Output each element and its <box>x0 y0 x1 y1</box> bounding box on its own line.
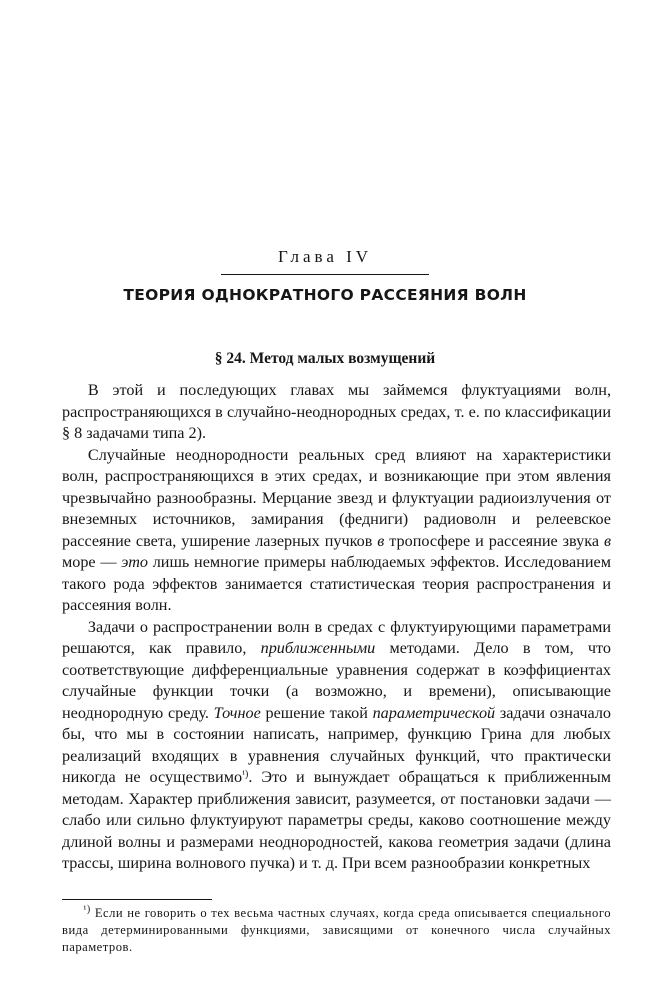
italic-parametric: параметрической <box>372 703 496 722</box>
paragraph-3 <box>62 617 611 875</box>
footnote-reference[interactable]: ¹) <box>242 769 249 780</box>
italic-exact: Точное <box>213 703 261 722</box>
chapter-divider <box>221 274 429 275</box>
paragraph-1-text: В этой и последующих главах мы займемся флуктуациями волн, распространяющихся в случайно-неоднородных средах, т. е. по классификации § 8 задачами типа 2). <box>62 381 611 442</box>
footnote <box>62 905 611 956</box>
paragraph-3-text-d: задачи означало бы, что мы в состоянии написать, например, функцию Грина для любых реализаций входящих в уравнения случайных функций, что практически никогда не осуществимо <box>62 703 612 786</box>
paragraph-1 <box>62 380 611 445</box>
paragraph-2-text-a: Случайные неоднородности реальных сред влияют на характеристики волн, распространяющихся в этих средах, и возникающие при этом явления чрезвычайно разнообразны. Мерцание звезд и флуктуации радиоизлучения от внеземных источников, замирания (федниги) радиоволн и релеевское рассеяние света, уширение лазерных пучков <box>62 445 611 550</box>
footnote-mark: ¹) <box>83 904 91 915</box>
body-text <box>62 380 611 875</box>
section-title: § 24. Метод малых возмущений <box>214 350 436 367</box>
italic-this: это <box>121 553 148 571</box>
paragraph-2 <box>62 445 611 617</box>
italic-in: в <box>377 531 385 550</box>
paragraph-3-text-b: методами. Дело в том, что соответствующие дифференциальные уравнения содержат в коэффициентах случайные функции точки (а возможно, и времени), описывающие неоднородную среду. <box>62 639 611 722</box>
paragraph-3-text-a: Задачи о распространении волн в средах с флуктуирующими параметрами решаются, как правило, <box>62 617 611 657</box>
italic-approximate: приближенными <box>260 639 376 657</box>
paragraph-2-text-d: лишь немногие примеры наблюдаемых эффектов. Исследованием такого рода эффектов занимается статистическая теория распространения и рассеяния волн. <box>62 553 611 614</box>
footnote-divider <box>62 899 212 900</box>
paragraph-2-text-b: тропосфере и рассеяние звука <box>384 531 604 550</box>
paragraph-2-text-c: море — <box>62 553 122 571</box>
chapter-label: Глава IV <box>277 247 373 266</box>
italic-sea: в <box>603 531 611 550</box>
paragraph-3-text-e: . Это и вынуждает обращаться к приближенным методам. Характер приближения зависит, разумеется, от постановки задачи — слабо или сильно флуктуируют параметры среды, каково соотношение между длиной волны и размерами неоднородностей, какова геометрия задачи (длина трассы, ширина волнового пучка) и т. д. При всем разнообразии конкретных <box>62 768 611 872</box>
chapter-title: ТЕОРИЯ ОДНОКРАТНОГО РАССЕЯНИЯ ВОЛН <box>123 286 527 304</box>
footnote-text: Если не говорить о тех весьма частных случаях, когда среда описывается специального вида детерминированными функциями, зависящими от конечного числа случайных параметров. <box>62 906 611 954</box>
paragraph-3-text-c: решение такой <box>260 703 373 722</box>
